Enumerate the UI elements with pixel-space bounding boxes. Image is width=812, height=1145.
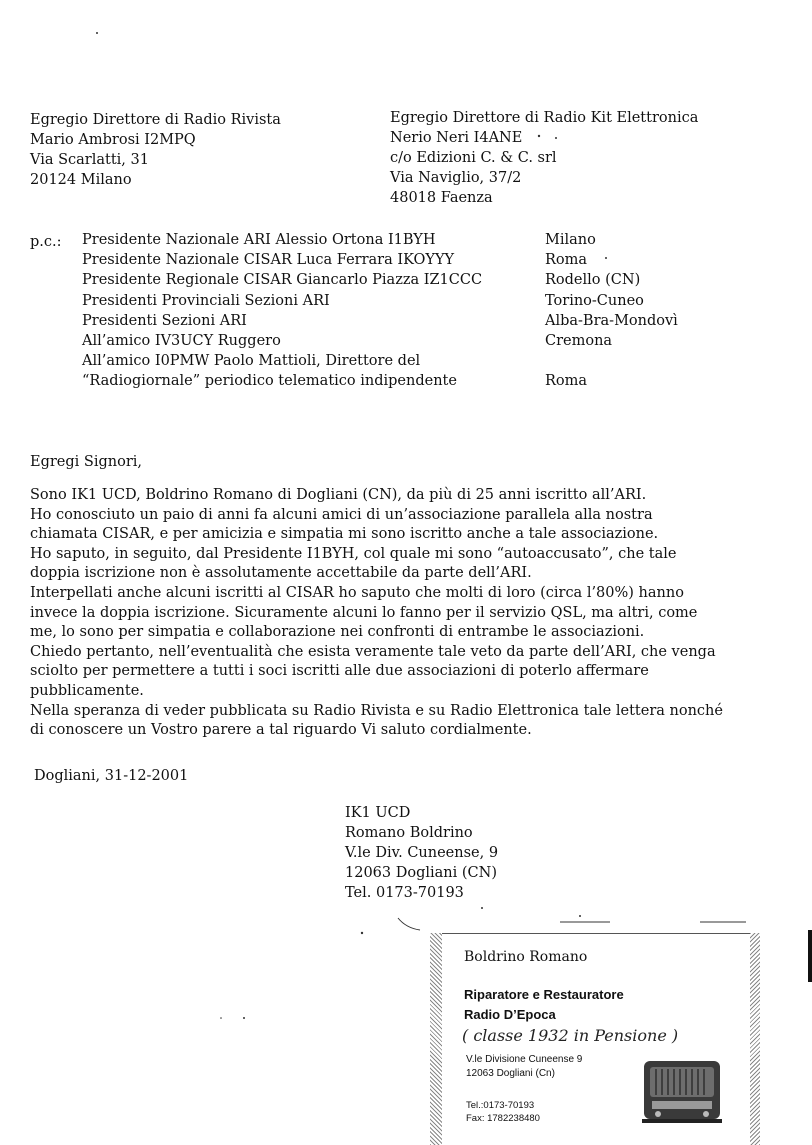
cc-city: Roma — [545, 252, 588, 269]
cc-recipient: “Radiogiornale” periodico telematico indipendente — [82, 373, 457, 390]
cc-city: Roma — [545, 373, 588, 390]
salutation: Egregi Signori, — [30, 454, 143, 470]
scan-edge-mark — [808, 930, 812, 982]
cc-recipient: All’amico IV3UCY Ruggero — [82, 332, 281, 349]
card-name: Boldrino Romano — [464, 949, 588, 965]
body-line: pubblicamente. — [30, 682, 144, 699]
signature-line: IK1 UCD — [345, 805, 411, 821]
cc-label: p.c.: — [30, 234, 62, 250]
card-border — [750, 933, 760, 1145]
cc-row — [82, 250, 762, 270]
body-line: Ho saputo, in seguito, dal Presidente I1BYH, col quale mi sono “autoaccusato”, che tale — [30, 545, 677, 562]
handwritten-note — [460, 1019, 720, 1049]
card-address: V.le Divisione Cuneense 9 — [466, 1054, 583, 1065]
cc-recipient: Presidenti Sezioni ARI — [82, 312, 247, 329]
cc-row — [82, 331, 762, 351]
cc-recipient: Presidente Nazionale CISAR Luca Ferrara IKOYYY — [82, 252, 455, 269]
cc-recipient: Presidente Nazionale ARI Alessio Ortona I1BYH — [82, 232, 436, 248]
body-line: Interpellati anche alcuni iscritti al CISAR ho saputo che molti di loro (circa l’80%) hanno — [30, 584, 684, 601]
cc-row — [82, 230, 762, 250]
body-line: me, lo sono per simpatia e collaborazione nei confronti di entrambe le associazioni. — [30, 624, 645, 641]
signature-line: 12063 Dogliani (CN) — [345, 865, 497, 881]
signature-block — [345, 803, 498, 903]
cc-recipient: Presidente Regionale CISAR Giancarlo Piazza IZ1CCC — [82, 272, 483, 289]
cc-city: Rodello (CN) — [545, 272, 641, 289]
cc-row — [82, 311, 762, 331]
addressee-left-line: 20124 Milano — [30, 172, 132, 188]
addressee-right — [390, 108, 698, 208]
body-line: Nella speranza di veder pubblicata su Radio Rivista e su Radio Elettronica tale lettera nonché — [30, 702, 723, 719]
body-line: chiamata CISAR, e per amicizia e simpatia mi sono iscritto anche a tale associazione. — [30, 526, 659, 543]
letter-body — [30, 486, 736, 741]
card-tel: Tel.:0173-70193 — [466, 1100, 535, 1111]
cc-recipient: Presidenti Provinciali Sezioni ARI — [82, 292, 330, 309]
addressee-right-line: Egregio Direttore di Radio Kit Elettronica — [390, 110, 699, 126]
addressee-left-line: Egregio Direttore di Radio Rivista — [30, 112, 281, 128]
vintage-radio-icon — [636, 1053, 728, 1125]
addressee-right-line: Via Naviglio, 37/2 — [390, 170, 522, 186]
card-border — [430, 933, 442, 1145]
signature-line: V.le Div. Cuneense, 9 — [345, 845, 499, 861]
cc-city: Alba-Bra-Mondovì — [545, 312, 678, 329]
cc-city: Torino-Cuneo — [545, 292, 644, 309]
card-fax: Fax: 1782238480 — [466, 1113, 540, 1124]
card-edge — [442, 933, 750, 934]
signature-line: Tel. 0173-70193 — [345, 885, 464, 901]
addressee-right-line: 48018 Faenza — [390, 190, 493, 206]
body-line: Chiedo pertanto, nell’eventualità che esista veramente tale veto da parte dell’ARI, che venga — [30, 643, 716, 660]
body-line: invece la doppia iscrizione. Sicuramente alcuni lo fanno per il servizio QSL, ma altri, come — [30, 604, 698, 621]
card-address: 12063 Dogliani (Cn) — [466, 1068, 555, 1079]
addressee-right-line: c/o Edizioni C. & C. srl — [390, 150, 557, 166]
addressee-left-line: Via Scarlatti, 31 — [30, 152, 149, 168]
signature-line: Romano Boldrino — [345, 825, 473, 841]
cc-row — [82, 291, 762, 311]
body-line: Sono IK1 UCD, Boldrino Romano di Dogliani (CN), da più di 25 anni iscritto all’ARI. — [30, 487, 647, 503]
cc-city: Cremona — [545, 332, 613, 349]
cc-recipient: All’amico I0PMW Paolo Mattioli, Direttore del — [82, 353, 421, 370]
business-card — [430, 933, 760, 1145]
addressee-left — [30, 110, 281, 190]
cc-row — [82, 270, 762, 290]
body-line: sciolto per permettere a tutti i soci iscritti alle due associazioni di poterlo affermare — [30, 663, 649, 680]
card-title: Riparatore e Restauratore — [464, 987, 624, 1002]
cc-row — [82, 351, 762, 371]
addressee-left-line: Mario Ambrosi I2MPQ — [30, 132, 196, 148]
body-line: di conoscere un Vostro parere a tal riguardo Vi saluto cordialmente. — [30, 722, 532, 739]
cc-city: Milano — [545, 232, 596, 248]
cc-row — [82, 371, 762, 391]
body-line: doppia iscrizione non è assolutamente accettabile da parte dell’ARI. — [30, 565, 532, 582]
cc-list — [82, 230, 762, 392]
letter-date: Dogliani, 31-12-2001 — [34, 768, 189, 784]
handwritten-note-text: ( classe 1932 in Pensione ) — [462, 1026, 679, 1045]
body-line: Ho conosciuto un paio di anni fa alcuni amici di un’associazione parallela alla nostra — [30, 506, 653, 523]
addressee-right-line: Nerio Neri I4ANE — [390, 130, 523, 146]
card-title: Radio D’Epoca — [464, 1007, 556, 1022]
